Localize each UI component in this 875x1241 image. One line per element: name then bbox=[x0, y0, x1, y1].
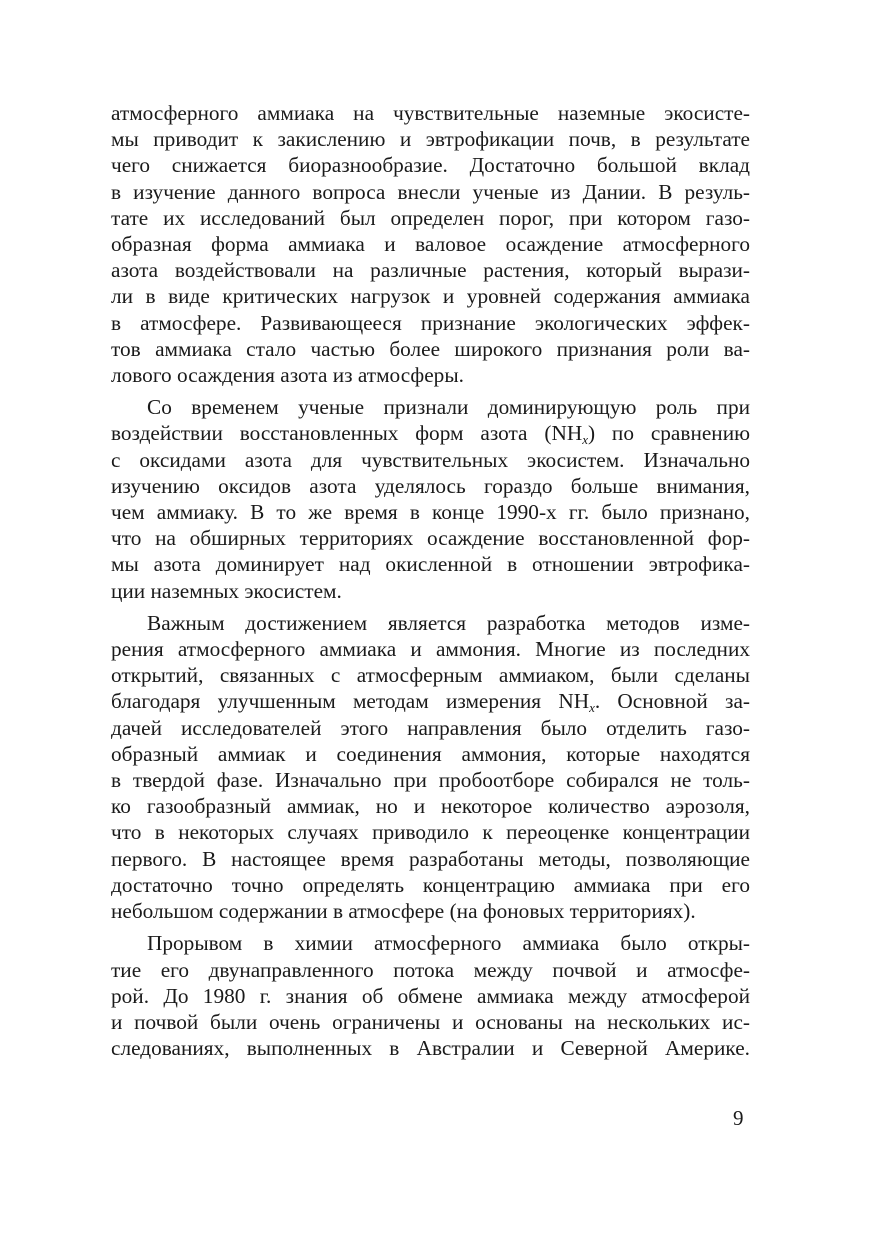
page-number: 9 bbox=[733, 1106, 744, 1130]
paragraph bbox=[111, 930, 750, 1061]
text-line: образный аммиак и соединения аммония, которые находятся bbox=[111, 741, 750, 766]
text-line: атмосферного аммиака на чувствительные наземные экосисте- bbox=[111, 101, 750, 125]
text-line: и почвой были очень ограничены и основаны на нескольких ис- bbox=[111, 1009, 750, 1034]
text-line: мы приводит к закислению и эвтрофикации почв, в результате bbox=[111, 127, 750, 152]
text-line: небольшом содержании в атмосфере (на фоновых территориях). bbox=[111, 899, 696, 924]
text-line: в твердой фазе. Изначально при пробоотборе собирался не толь- bbox=[111, 768, 750, 793]
text-line: тов аммиака стало частью более широкого признания роли ва- bbox=[111, 336, 750, 361]
text-line: ко газообразный аммиак, но и некоторое количество аэрозоля, bbox=[111, 794, 750, 819]
text-line: ли в виде критических нагрузок и уровней содержания аммиака bbox=[111, 284, 750, 309]
text-line: лового осаждения азота из атмосферы. bbox=[111, 363, 464, 388]
paragraph bbox=[111, 610, 750, 924]
text-line: благодаря улучшенным методам измерения $NH_x$. Основной за- bbox=[111, 689, 750, 716]
text-line: Важным достижением является разработка методов изме- bbox=[147, 610, 750, 635]
text-line: что на обширных территориях осаждение восстановленной фор- bbox=[111, 526, 750, 551]
text-line: чем аммиаку. В то же время в конце 1990-х гг. было признано, bbox=[111, 500, 750, 525]
text-line: мы азота доминирует над окисленной в отношении эвтрофика- bbox=[111, 552, 750, 577]
text-line: что в некоторых случаях приводило к переоценке концентрации bbox=[111, 820, 750, 845]
text-line: ции наземных экосистем. bbox=[111, 578, 342, 603]
text-line: Прорывом в химии атмосферного аммиака было откры- bbox=[147, 931, 750, 956]
text-line: рой. До 1980 г. знания об обмене аммиака между атмосферой bbox=[111, 983, 750, 1008]
text-line: тие его двунаправленного потока между почвой и атмосфе- bbox=[111, 957, 750, 982]
text-line: образная форма аммиака и валовое осаждение атмосферного bbox=[111, 232, 750, 257]
text-line: следованиях, выполненных в Австралии и Северной Америке. bbox=[111, 1036, 750, 1061]
text-line: тате их исследований был определен порог, при котором газо- bbox=[111, 205, 750, 230]
text-line: чего снижается биоразнообразие. Достаточно большой вклад bbox=[111, 153, 750, 178]
text-line: дачей исследователей этого направления было отделить газо- bbox=[111, 715, 750, 740]
text-line: открытий, связанных с атмосферным аммиаком, были сделаны bbox=[111, 663, 750, 688]
page-text-body bbox=[111, 100, 750, 1061]
text-line: первого. В настоящее время разработаны методы, позволяющие bbox=[111, 846, 750, 871]
text-line: в изучение данного вопроса внесли ученые из Дании. В резуль- bbox=[111, 179, 750, 204]
subscript: x bbox=[582, 432, 588, 448]
text-line: Со временем ученые признали доминирующую роль при bbox=[147, 395, 750, 420]
text-line: с оксидами азота для чувствительных экосистем. Изначально bbox=[111, 447, 750, 472]
text-line: достаточно точно определять концентрацию аммиака при его bbox=[111, 872, 750, 897]
paragraph bbox=[111, 394, 750, 604]
text-line: в атмосфере. Развивающееся признание экологических эффек- bbox=[111, 310, 750, 335]
text-line: азота воздействовали на различные растения, который вырази- bbox=[111, 258, 750, 283]
subscript: x bbox=[589, 700, 595, 716]
text-line: рения атмосферного аммиака и аммония. Многие из последних bbox=[111, 637, 750, 662]
text-line: воздействии восстановленных форм азота $(NH_x)$ по сравнению bbox=[111, 421, 750, 448]
paragraph bbox=[111, 100, 750, 388]
text-line: изучению оксидов азота уделялось гораздо больше внимания, bbox=[111, 473, 750, 498]
